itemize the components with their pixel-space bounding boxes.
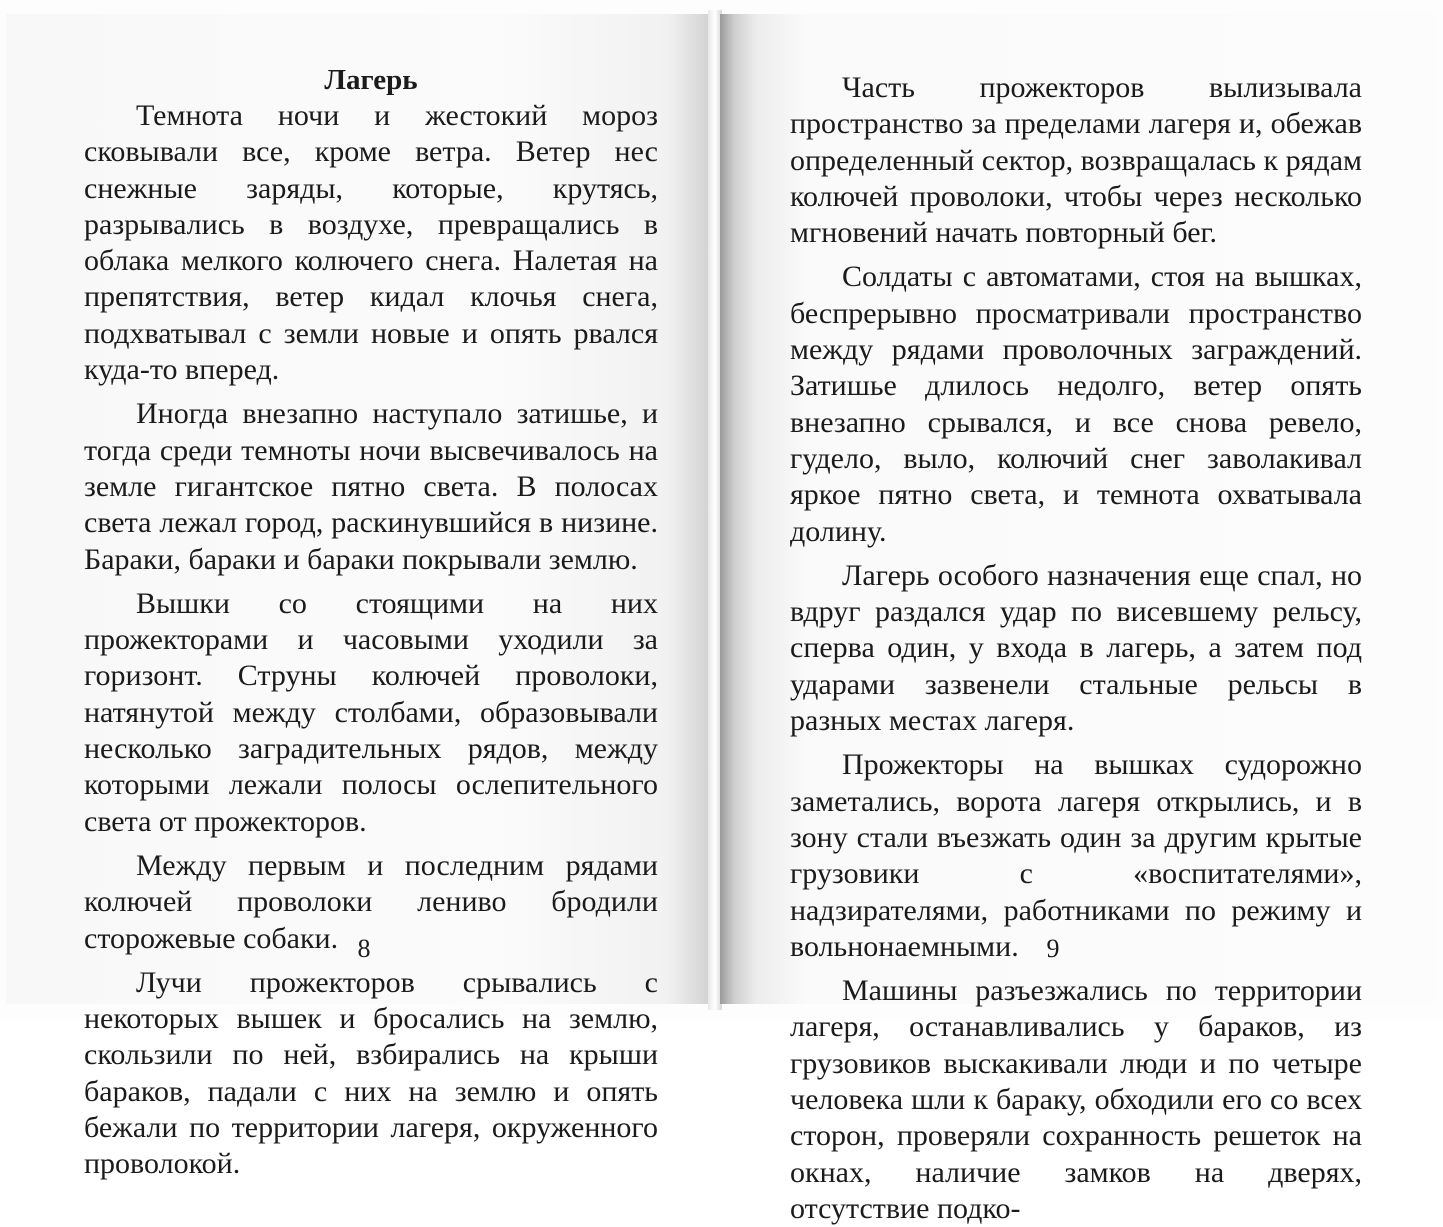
left-page: [6, 14, 710, 1181]
paragraph: Часть прожекторов вылизывала пространство за пределами лагеря и, обежав определенный сектор, возвращалась к рядам колючей проволоки, чтобы через несколько мгновений начать повторный бег.: [790, 71, 1362, 250]
paragraph: Иногда внезапно наступало затишье, и тогда среди темноты ночи высвечивалось на земле гигантское пятно света. В полосах света лежал город, раскинувшийся в низине. Бараки, бараки и бараки покрывали землю.: [84, 397, 658, 576]
chapter-title: Лагерь: [324, 64, 418, 96]
paragraph: Темнота ночи и жестокий мороз сковывали все, кроме ветра. Ветер нес снежные заряды, которые, крутясь, разрывались в воздухе, превращались в облака мелкого колючего снега. Налетая на препятствия, ветер кидал клочья снега, подхватывал с земли новые и опять рвался куда-то вперед.: [84, 99, 658, 387]
right-page: [720, 14, 1436, 1225]
page-number: 8: [357, 934, 371, 963]
paragraph: Солдаты с автоматами, стоя на вышках, беспрерывно просматривали пространство между рядами проволочных заграждений. Затишье длилось недолго, ветер опять внезапно срывался, и все снова ревело, гудело, выло, колючий снег заволакивал яркое пятно света, и темнота охватывала долину.: [790, 260, 1362, 548]
paragraph: Лучи прожекторов срывались с некоторых вышек и бросались на землю, скользили по ней, взбирались на крыши бараков, падали с них на землю и опять бежали по территории лагеря, окруженного проволокой.: [84, 965, 658, 1181]
page-number: 9: [1046, 934, 1060, 963]
paragraph: Прожекторы на вышках судорожно заметались, ворота лагеря открылись, и в зону стали въезжать один за другим крытые грузовики с «воспитателями», надзирателями, работниками по режиму и вольнонаемными.: [790, 748, 1362, 963]
paragraph: Машины разъезжались по территории лагеря, останавливались у бараков, из грузовиков выскакивали люди и по четыре человека шли к бараку, обходили его со всех сторон, проверяли сохранность решеток на окнах, наличие замков на дверях, отсутствие подко-: [790, 974, 1362, 1225]
paragraph: Между первым и последним рядами колючей проволоки лениво бродили сторожевые собаки.: [84, 848, 658, 955]
paragraph: Лагерь особого назначения еще спал, но вдруг раздался удар по висевшему рельсу, сперва один, у входа в лагерь, а затем под ударами зазвенели стальные рельсы в разных местах лагеря.: [790, 558, 1362, 738]
paragraph: Вышки со стоящими на них прожекторами и часовыми уходили за горизонт. Струны колючей проволоки, натянутой между столбами, образовывали несколько заградительных рядов, между которыми лежали полосы ослепительного света от прожекторов.: [84, 586, 658, 838]
